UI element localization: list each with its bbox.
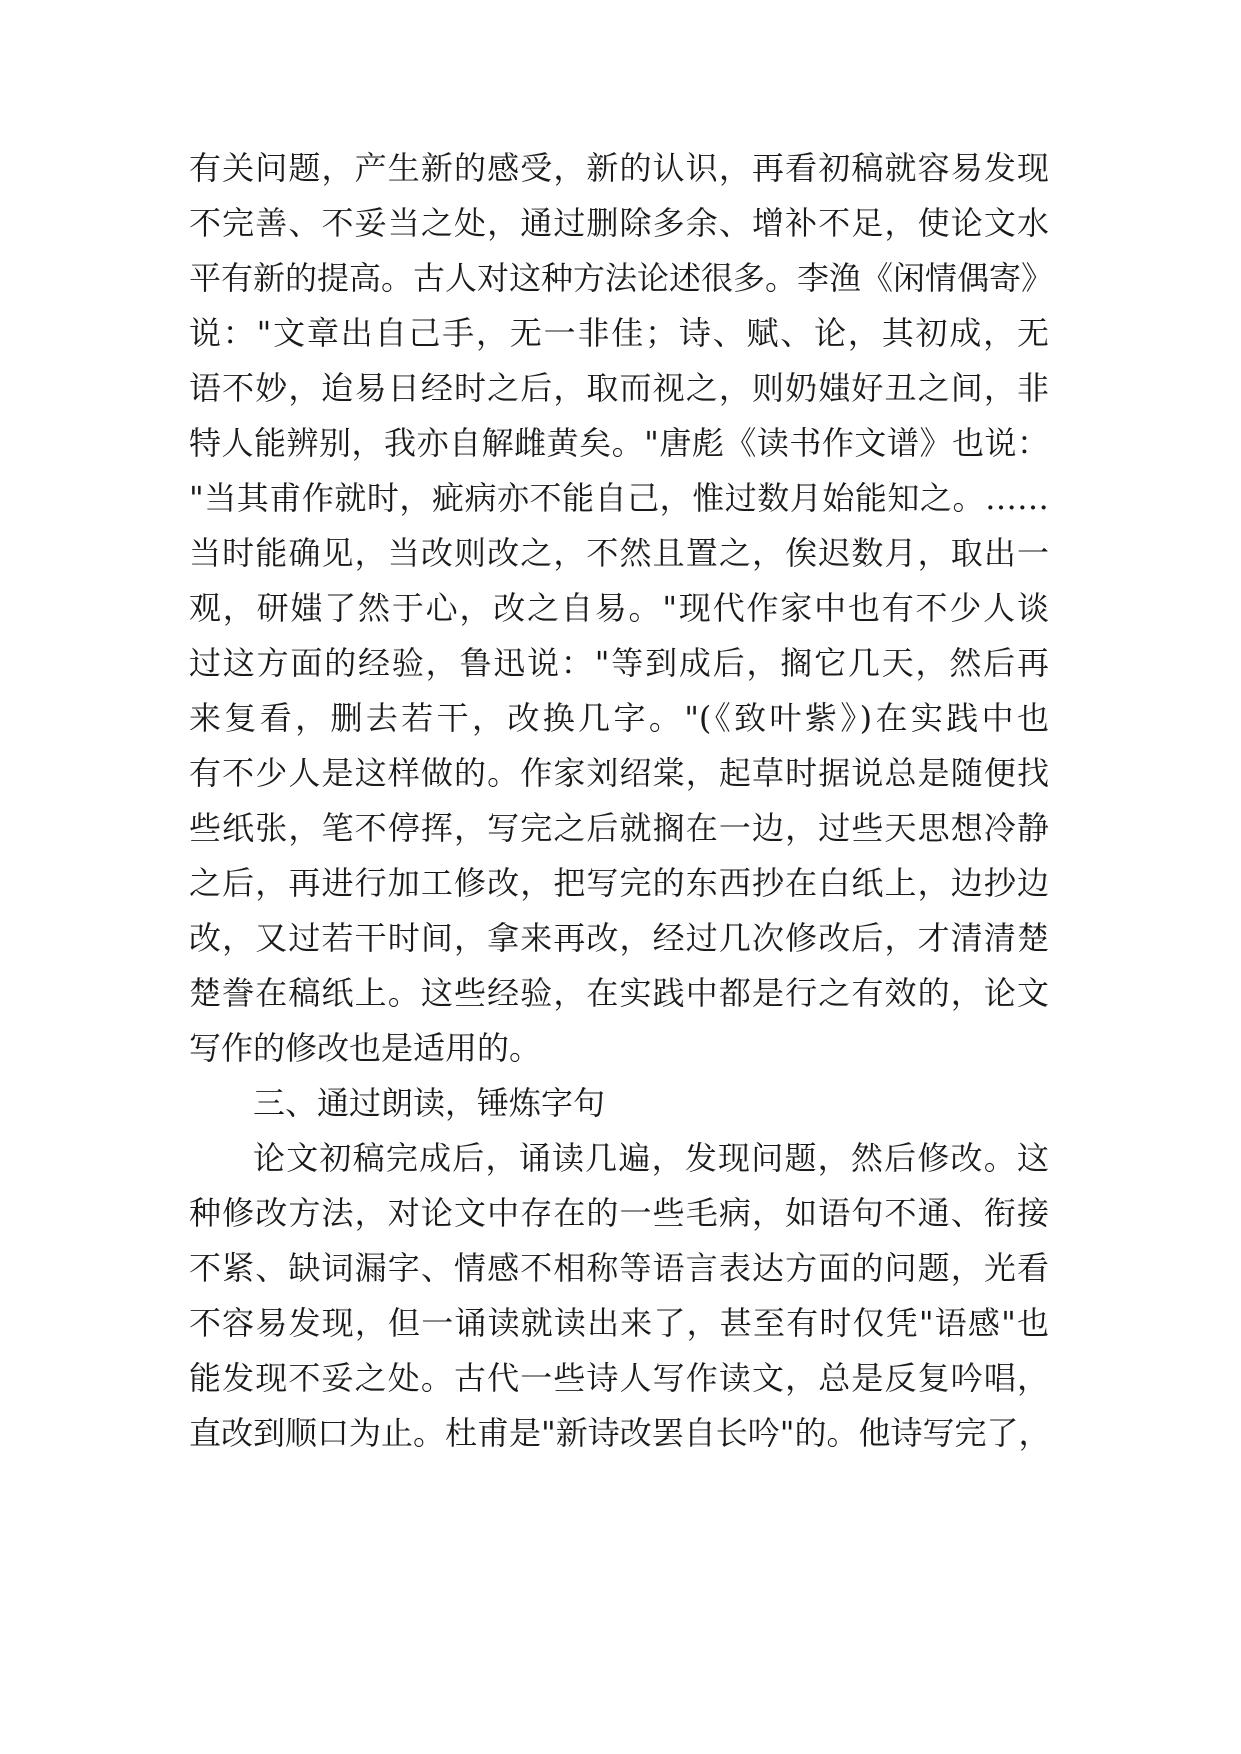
section-heading: 三、通过朗读，锤炼字句 [253,1084,606,1122]
text-line: 特人能辨别，我亦自解雌黄矣。"唐彪《读书作文谱》也说： [189,424,1049,462]
text-line: 来复看，删去若干，改换几字。"(《致叶紫》)在实践中也 [189,699,1049,737]
text-line: "当其甫作就时，疵病亦不能自己，惟过数月始能知之。…… [189,479,1049,517]
text-line: 不完善、不妥当之处，通过删除多余、增补不足，使论文水 [189,204,1049,242]
text-line: 观，研媸了然于心，改之自易。"现代作家中也有不少人谈 [189,589,1049,627]
text-line: 能发现不妥之处。古代一些诗人写作读文，总是反复吟唱， [189,1359,1049,1397]
text-line: 不容易发现，但一诵读就读出来了，甚至有时仅凭"语感"也 [189,1304,1049,1342]
text-line: 不紧、缺词漏字、情感不相称等语言表达方面的问题，光看 [189,1249,1049,1287]
text-line: 种修改方法，对论文中存在的一些毛病，如语句不通、衔接 [189,1194,1049,1232]
text-line: 过这方面的经验，鲁迅说："等到成后，搁它几天，然后再 [189,644,1049,682]
text-line: 平有新的提高。古人对这种方法论述很多。李渔《闲情偶寄》 [189,259,1054,297]
text-line: 论文初稿完成后，诵读几遍，发现问题，然后修改。这 [253,1139,1049,1177]
text-line: 楚誊在稿纸上。这些经验，在实践中都是行之有效的，论文 [189,974,1049,1012]
text-line: 语不妙，迨易日经时之后，取而视之，则奶媸好丑之间，非 [189,369,1049,407]
text-line: 有不少人是这样做的。作家刘绍棠，起草时据说总是随便找 [189,754,1049,792]
text-line: 些纸张，笔不停挥，写完之后就搁在一边，过些天思想冷静 [189,809,1049,847]
text-line: 改，又过若干时间，拿来再改，经过几次修改后，才清清楚 [189,919,1049,957]
text-line: 之后，再进行加工修改，把写完的东西抄在白纸上，边抄边 [189,864,1049,902]
text-line: 说："文章出自己手，无一非佳；诗、赋、论，其初成，无 [189,314,1049,352]
text-line: 有关问题，产生新的感受，新的认识，再看初稿就容易发现 [189,149,1049,187]
text-line: 直改到顺口为止。杜甫是"新诗改罢自长吟"的。他诗写完了， [189,1414,1051,1452]
text-line: 写作的修改也是适用的。 [189,1029,542,1067]
text-line: 当时能确见，当改则改之，不然且置之，俟迟数月，取出一 [189,534,1049,572]
